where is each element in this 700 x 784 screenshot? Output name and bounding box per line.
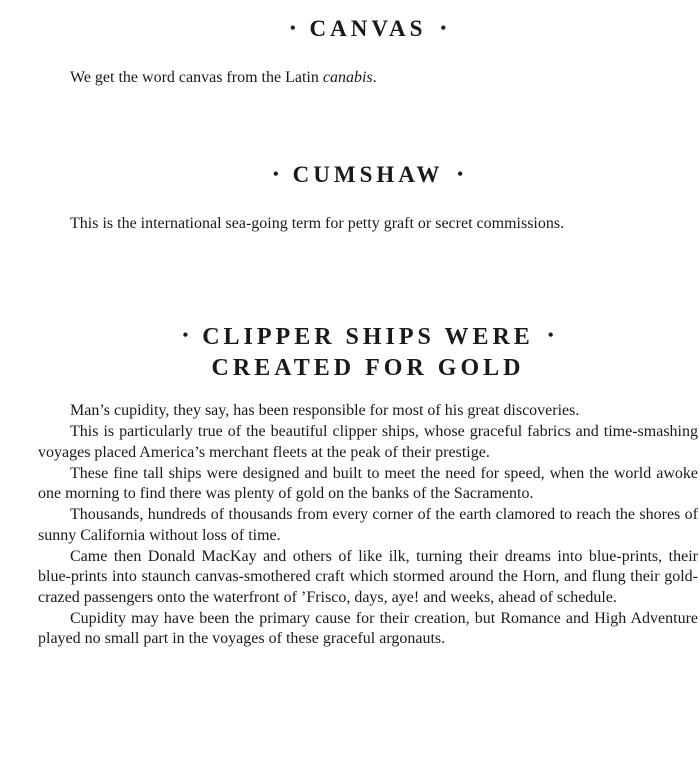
body-text: We get the word canvas from the Latin (70, 69, 323, 86)
section-heading-canvas (38, 16, 698, 42)
bullet-right: • (440, 19, 447, 37)
bullet-left: • (289, 19, 296, 37)
section-heading-cumshaw (38, 162, 698, 188)
section-body-canvas (38, 68, 698, 88)
bullet-left: • (273, 165, 279, 183)
bullet-right: • (547, 327, 554, 345)
heading-text: CANVAS (309, 16, 427, 41)
bullet-right: • (457, 165, 463, 183)
bullet-left: • (182, 327, 189, 345)
paragraph: Came then Donald MacKay and others of like ilk, turning their dreams into blue-prints, their blue-prints into staunch canvas-smothered craft which stormed around the Horn, and flung their gold-crazed passengers onto the waterfront of ’Frisco, days, aye! and weeks, ahead of schedule. (38, 548, 698, 606)
body-text-end: . (372, 69, 377, 86)
heading-line-1: CLIPPER SHIPS WERE (202, 324, 534, 350)
section-heading-clipper-ships (38, 322, 698, 383)
paragraph: Cupidity may have been the primary cause for their creation, but Romance and High Adventure played no small part in the voyages of these graceful argonauts. (38, 609, 698, 648)
paragraph: Man’s cupidity, they say, has been responsible for most of his great discoveries. (70, 402, 580, 419)
section-body-cumshaw: This is the international sea-going term for petty graft or secret commissions. (70, 215, 565, 232)
paragraph: Thousands, hundreds of thousands from every corner of the earth clamored to reach the shores of sunny California without loss of time. (38, 506, 698, 544)
heading-line-2: CREATED FOR GOLD (211, 355, 525, 382)
heading-text: CUMSHAW (292, 162, 444, 187)
paragraph: This is particularly true of the beautiful clipper ships, whose graceful fabrics and time-smashing voyages placed America’s merchant fleets at the peak of their prestige. (38, 423, 698, 461)
italic-word: canabis (322, 69, 373, 86)
paragraph: These fine tall ships were designed and built to meet the need for speed, when the world awoke one morning to find there was plenty of gold on the banks of the Sacramento. (38, 464, 698, 503)
section-body-clipper-ships (38, 401, 698, 651)
